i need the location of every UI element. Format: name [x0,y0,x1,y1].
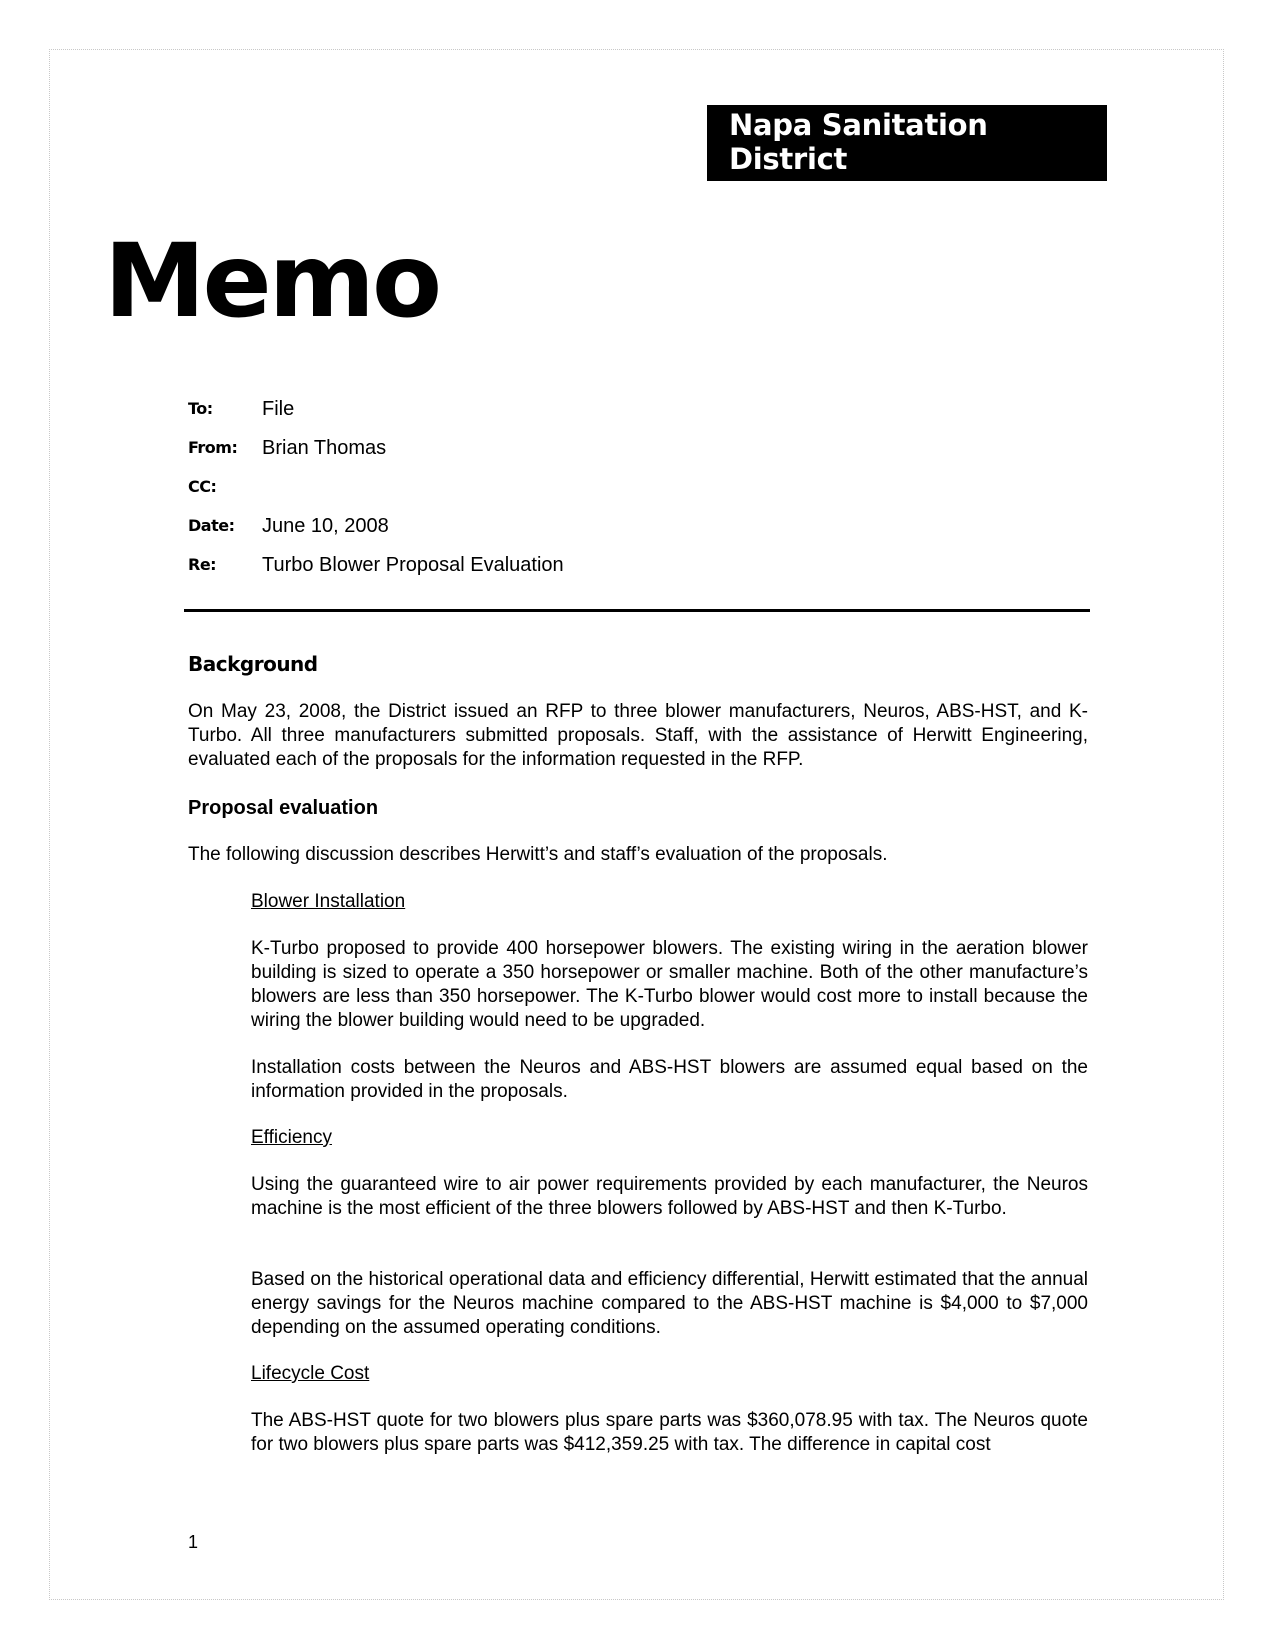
to-label: To: [188,399,213,418]
organization-name-line1: Napa Sanitation [729,108,988,142]
background-heading: Background [188,652,318,676]
re-value: Turbo Blower Proposal Evaluation [262,554,564,576]
date-value: June 10, 2008 [262,515,389,537]
blower-installation-paragraph-1: K-Turbo proposed to provide 400 horsepower blowers. The existing wiring in the aeration blower building is sized to operate a 350 horsepower or smaller machine. Both of the other manufacture’s blowers are less than 350 horsepower. The K-Turbo blower would cost more to install because the wiring the blower building would need to be upgraded. [251,938,1088,1031]
efficiency-heading: Efficiency [251,1127,332,1148]
re-label: Re: [188,555,217,574]
header-divider [184,609,1090,612]
memo-title: Memo [104,222,440,341]
page-number: 1 [188,1532,199,1552]
cc-label: CC: [188,477,217,496]
lifecycle-cost-paragraph-1: The ABS-HST quote for two blowers plus spare parts was $360,078.95 with tax. The Neuros quote for two blowers plus spare parts was $412,359.25 with tax. The difference in capital cost [251,1410,1088,1455]
background-paragraph: On May 23, 2008, the District issued an RFP to three blower manufacturers, Neuros, ABS-HST, and K-Turbo. All three manufacturers submitted proposals. Staff, with the assistance of Herwitt Engineering, evaluated each of the proposals for the information requested in the RFP. [188,701,1088,770]
efficiency-paragraph-1: Using the guaranteed wire to air power requirements provided by each manufacturer, the Neuros machine is the most efficient of the three blowers followed by ABS-HST and then K-Turbo. [251,1174,1088,1219]
efficiency-paragraph-2: Based on the historical operational data and efficiency differential, Herwitt estimated that the annual energy savings for the Neuros machine compared to the ABS-HST machine is $4,000 to $7,000 depending on the assumed operating conditions. [251,1269,1088,1338]
lifecycle-cost-heading: Lifecycle Cost [251,1363,370,1384]
from-label: From: [188,438,238,457]
organization-logo-box [707,105,1107,181]
proposal-evaluation-heading: Proposal evaluation [188,797,379,819]
blower-installation-heading: Blower Installation [251,891,406,912]
blower-installation-paragraph-2: Installation costs between the Neuros and ABS-HST blowers are assumed equal based on the information provided in the proposals. [251,1057,1088,1102]
organization-name-line2: District [729,142,848,176]
from-value: Brian Thomas [262,437,387,459]
proposal-evaluation-intro: The following discussion describes Herwitt’s and staff’s evaluation of the proposals. [188,844,888,865]
date-label: Date: [188,516,235,535]
to-value: File [262,398,295,420]
